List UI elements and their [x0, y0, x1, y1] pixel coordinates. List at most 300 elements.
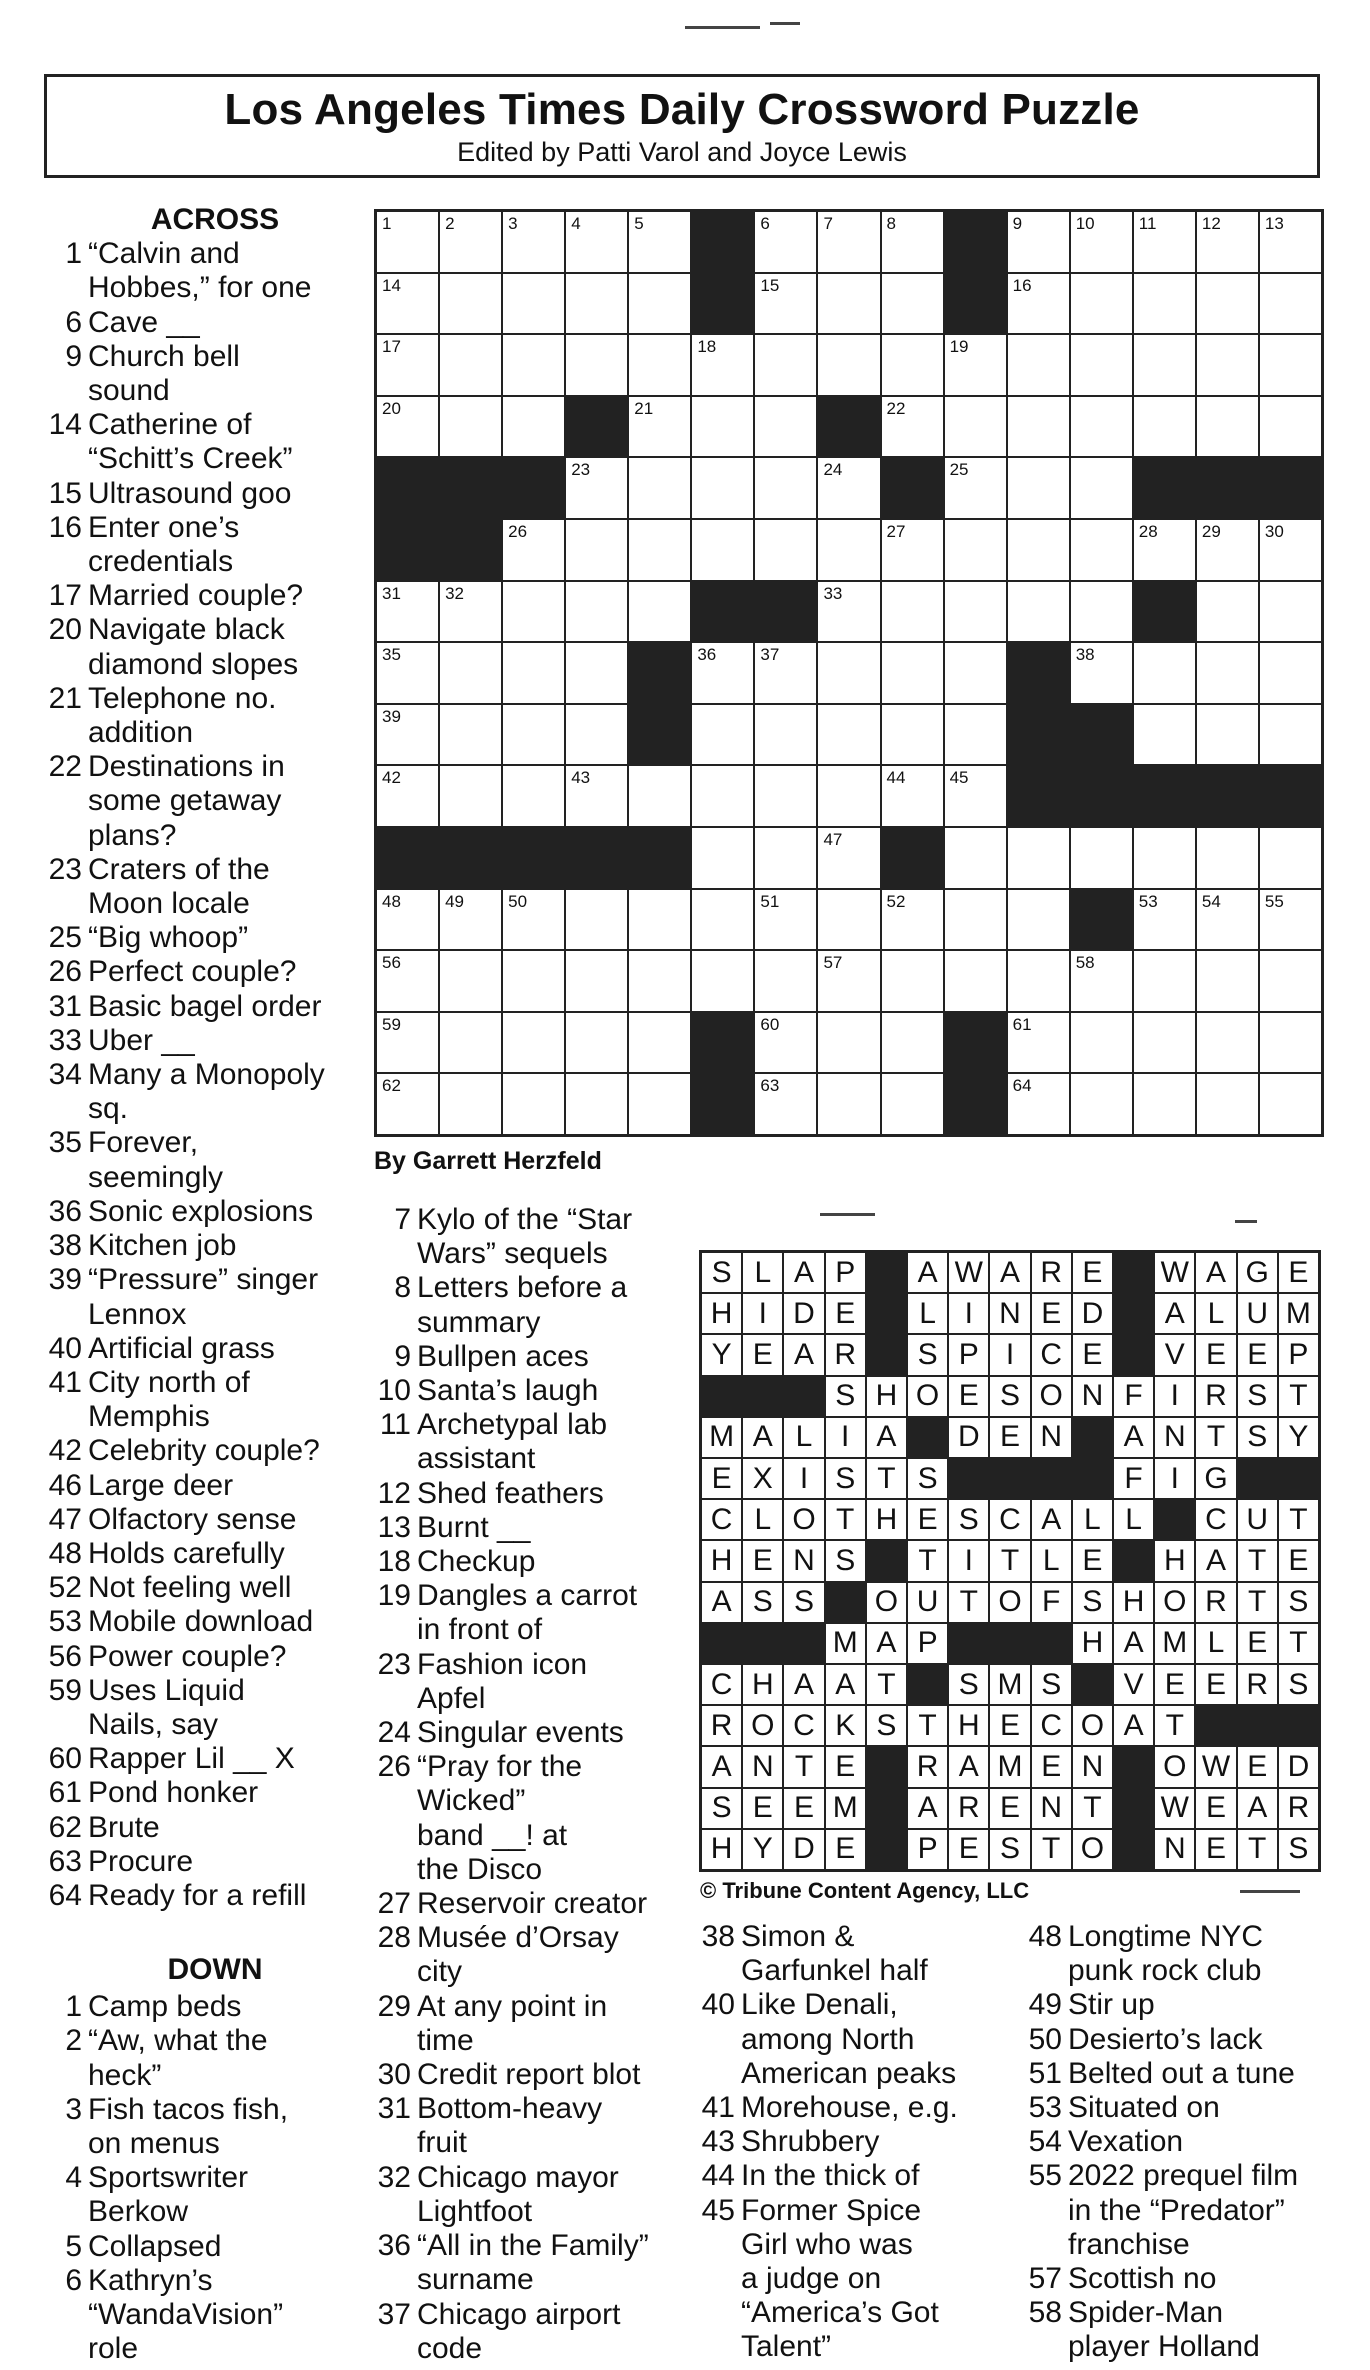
grid-cell[interactable] [882, 766, 943, 826]
grid-cell[interactable] [503, 212, 564, 272]
clue[interactable] [697, 2091, 1017, 2125]
grid-cell[interactable] [818, 951, 879, 1011]
clue[interactable] [44, 340, 364, 408]
grid-cell[interactable] [1071, 643, 1132, 703]
grid-cell[interactable] [566, 643, 627, 703]
grid-cell[interactable] [945, 951, 1006, 1011]
clue-text: “Big whoop” [88, 921, 249, 955]
solution-letter: R [1238, 1665, 1277, 1704]
grid-cell[interactable] [1008, 397, 1069, 457]
grid-cell[interactable] [1071, 212, 1132, 272]
clue[interactable] [44, 408, 364, 476]
grid-cell[interactable] [1197, 520, 1258, 580]
grid-cell[interactable] [566, 951, 627, 1011]
clue[interactable] [697, 1920, 1017, 1988]
grid-cell[interactable] [377, 705, 438, 765]
solution-letter: T [1279, 1500, 1318, 1539]
clue[interactable] [44, 1126, 364, 1194]
clue[interactable] [44, 1024, 364, 1058]
grid-cell[interactable] [755, 643, 816, 703]
clue[interactable] [44, 750, 364, 853]
clue[interactable] [44, 990, 364, 1024]
grid-cell[interactable] [818, 520, 879, 580]
clue[interactable] [44, 511, 364, 579]
grid-cell[interactable] [377, 1074, 438, 1134]
grid-cell[interactable] [377, 335, 438, 395]
cell-number: 32 [445, 583, 464, 603]
grid-cell[interactable] [1008, 890, 1069, 950]
grid-cell[interactable] [629, 520, 690, 580]
grid-cell[interactable] [755, 705, 816, 765]
clue[interactable] [44, 1434, 364, 1468]
grid-cell[interactable] [1134, 274, 1195, 334]
grid-cell[interactable] [440, 766, 501, 826]
clue[interactable] [44, 2264, 364, 2367]
grid-cell[interactable] [755, 274, 816, 334]
grid-cell[interactable] [882, 705, 943, 765]
grid-cell[interactable] [566, 1013, 627, 1073]
grid-cell[interactable] [503, 1074, 564, 1134]
grid-cell[interactable] [692, 458, 753, 518]
grid-cell[interactable] [1071, 1074, 1132, 1134]
grid-cell[interactable] [882, 951, 943, 1011]
grid-cell[interactable] [1260, 1013, 1321, 1073]
grid-cell[interactable] [945, 890, 1006, 950]
grid-cell[interactable] [818, 705, 879, 765]
grid-cell[interactable] [882, 1074, 943, 1134]
grid-block [1008, 643, 1069, 703]
grid-cell[interactable] [882, 643, 943, 703]
clue[interactable] [44, 1537, 364, 1571]
clue[interactable] [373, 1545, 693, 1579]
clue-number: 49 [1028, 1988, 1062, 2022]
grid-cell[interactable] [692, 335, 753, 395]
clue[interactable] [1024, 2296, 1344, 2364]
grid-cell[interactable] [566, 335, 627, 395]
grid-cell[interactable] [566, 890, 627, 950]
clue[interactable] [1024, 2159, 1344, 2262]
grid-cell[interactable] [1197, 397, 1258, 457]
grid-cell[interactable] [1008, 951, 1069, 1011]
clue[interactable] [44, 306, 364, 340]
clue[interactable] [44, 477, 364, 511]
grid-cell[interactable] [692, 705, 753, 765]
grid-cell[interactable] [1134, 212, 1195, 272]
grid-cell[interactable] [818, 335, 879, 395]
solution-letter: S [1238, 1377, 1277, 1416]
grid-cell[interactable] [1260, 520, 1321, 580]
grid-cell[interactable] [1134, 705, 1195, 765]
grid-cell[interactable] [1197, 274, 1258, 334]
grid-cell[interactable] [1008, 1013, 1069, 1073]
clue[interactable] [44, 2024, 364, 2092]
grid-cell[interactable] [1071, 582, 1132, 642]
grid-cell[interactable] [440, 212, 501, 272]
clue[interactable] [44, 1811, 364, 1845]
grid-cell[interactable] [945, 766, 1006, 826]
clue[interactable] [44, 682, 364, 750]
grid-cell[interactable] [1071, 397, 1132, 457]
grid-cell[interactable] [440, 274, 501, 334]
grid-cell[interactable] [692, 397, 753, 457]
grid-cell[interactable] [1260, 705, 1321, 765]
grid-cell[interactable] [755, 458, 816, 518]
grid-cell[interactable] [882, 335, 943, 395]
grid-cell[interactable] [818, 582, 879, 642]
grid-cell[interactable] [440, 705, 501, 765]
grid-cell[interactable] [629, 890, 690, 950]
clue[interactable] [373, 1921, 693, 1989]
clue[interactable] [1024, 2057, 1344, 2091]
clue[interactable] [373, 1203, 693, 1271]
grid-cell[interactable] [629, 1074, 690, 1134]
grid-cell[interactable] [566, 582, 627, 642]
clue[interactable] [1024, 2125, 1344, 2159]
grid-cell[interactable] [566, 1074, 627, 1134]
clue[interactable] [697, 2125, 1017, 2159]
solution-letter: E [1279, 1253, 1318, 1292]
grid-cell[interactable] [692, 890, 753, 950]
clue[interactable] [44, 1742, 364, 1776]
solution-letter: N [1073, 1747, 1112, 1786]
grid-cell[interactable] [755, 890, 816, 950]
clue[interactable] [373, 1408, 693, 1476]
grid-cell[interactable] [503, 397, 564, 457]
clue[interactable] [44, 1195, 364, 1229]
clue[interactable] [44, 853, 364, 921]
clue[interactable] [373, 2298, 693, 2366]
clue-text: “Calvin and [88, 237, 240, 271]
grid-cell[interactable] [882, 1013, 943, 1073]
solution-letter: U [1238, 1294, 1277, 1333]
grid-cell[interactable] [440, 582, 501, 642]
grid-cell[interactable] [1071, 1013, 1132, 1073]
grid-cell[interactable] [377, 212, 438, 272]
clue-number: 36 [48, 1194, 82, 1228]
grid-cell[interactable] [1197, 212, 1258, 272]
grid-cell[interactable] [945, 582, 1006, 642]
grid-cell[interactable] [692, 828, 753, 888]
cell-number: 53 [1138, 891, 1158, 911]
clue[interactable] [373, 1579, 693, 1647]
grid-cell[interactable] [755, 335, 816, 395]
grid-cell[interactable] [1134, 828, 1195, 888]
grid-cell[interactable] [629, 212, 690, 272]
clue[interactable] [373, 1271, 693, 1339]
clue[interactable] [44, 1776, 364, 1810]
grid-cell[interactable] [566, 212, 627, 272]
cell-number: 29 [1201, 521, 1221, 541]
grid-cell[interactable] [440, 890, 501, 950]
grid-cell[interactable] [377, 890, 438, 950]
grid-cell[interactable] [629, 397, 690, 457]
grid-cell[interactable] [818, 458, 879, 518]
grid-cell[interactable] [882, 274, 943, 334]
clue[interactable] [1024, 2091, 1344, 2125]
grid-cell[interactable] [818, 1074, 879, 1134]
clue[interactable] [44, 1640, 364, 1674]
clue[interactable] [44, 955, 364, 989]
clue[interactable] [373, 1648, 693, 1716]
grid-cell[interactable] [566, 274, 627, 334]
grid-cell[interactable] [1197, 335, 1258, 395]
grid-cell[interactable] [629, 582, 690, 642]
grid-cell[interactable] [1197, 643, 1258, 703]
grid-cell[interactable] [882, 520, 943, 580]
grid-cell[interactable] [1260, 643, 1321, 703]
clue[interactable] [373, 1340, 693, 1374]
grid-cell[interactable] [1260, 212, 1321, 272]
clue[interactable] [1024, 1988, 1344, 2022]
grid-cell[interactable] [440, 1013, 501, 1073]
grid-cell[interactable] [440, 1074, 501, 1134]
clue[interactable] [44, 1469, 364, 1503]
grid-cell[interactable] [566, 520, 627, 580]
clue[interactable] [373, 1990, 693, 2058]
clue-number: 2 [65, 2024, 82, 2058]
grid-cell[interactable] [629, 951, 690, 1011]
grid-cell[interactable] [1260, 582, 1321, 642]
grid-cell[interactable] [1260, 397, 1321, 457]
clue[interactable] [1024, 2023, 1344, 2057]
grid-cell[interactable] [1260, 951, 1321, 1011]
clue[interactable] [44, 1366, 364, 1434]
grid-cell[interactable] [1197, 1074, 1258, 1134]
grid-cell[interactable] [755, 1074, 816, 1134]
grid-cell[interactable] [945, 458, 1006, 518]
grid-cell[interactable] [377, 643, 438, 703]
clue[interactable] [44, 1571, 364, 1605]
grid-cell[interactable] [1008, 828, 1069, 888]
clue[interactable] [44, 1605, 364, 1639]
clue-number: 31 [377, 2092, 411, 2126]
grid-cell[interactable] [1134, 1074, 1195, 1134]
grid-cell[interactable] [1008, 1074, 1069, 1134]
grid-cell[interactable] [440, 335, 501, 395]
grid-cell[interactable] [503, 274, 564, 334]
clue[interactable] [1024, 1920, 1344, 1988]
grid-cell[interactable] [755, 951, 816, 1011]
grid-block [1008, 766, 1069, 826]
cell-number: 23 [571, 460, 591, 480]
clue-text: Catherine of [88, 408, 252, 442]
grid-cell[interactable] [755, 397, 816, 457]
grid-cell[interactable] [882, 212, 943, 272]
clue[interactable] [373, 1716, 693, 1750]
clue[interactable] [44, 1990, 364, 2024]
grid-cell[interactable] [503, 951, 564, 1011]
grid-cell[interactable] [1008, 458, 1069, 518]
grid-cell[interactable] [755, 212, 816, 272]
grid-cell[interactable] [1260, 890, 1321, 950]
solution-letter: A [743, 1418, 782, 1457]
grid-cell[interactable] [503, 582, 564, 642]
clue[interactable] [697, 1988, 1017, 2091]
grid-cell[interactable] [818, 274, 879, 334]
clue[interactable] [373, 1750, 693, 1887]
clue[interactable] [373, 2229, 693, 2297]
grid-cell[interactable] [818, 828, 879, 888]
grid-cell[interactable] [1260, 828, 1321, 888]
clue[interactable] [44, 237, 364, 305]
clue[interactable] [44, 1879, 364, 1913]
grid-cell[interactable] [1134, 397, 1195, 457]
grid-cell[interactable] [1008, 520, 1069, 580]
grid-cell[interactable] [440, 951, 501, 1011]
grid-cell[interactable] [945, 335, 1006, 395]
clue[interactable] [373, 1477, 693, 1511]
grid-cell[interactable] [1134, 335, 1195, 395]
grid-cell[interactable] [1134, 890, 1195, 950]
grid-cell[interactable] [1197, 1013, 1258, 1073]
grid-cell[interactable] [503, 1013, 564, 1073]
grid-cell[interactable] [1197, 582, 1258, 642]
grid-cell[interactable] [503, 766, 564, 826]
grid-cell[interactable] [1008, 274, 1069, 334]
grid-cell[interactable] [629, 458, 690, 518]
grid-cell[interactable] [818, 766, 879, 826]
solution-letter: T [1238, 1830, 1277, 1869]
clue[interactable] [697, 2159, 1017, 2193]
clue[interactable] [44, 579, 364, 613]
clue[interactable] [44, 1229, 364, 1263]
clue[interactable] [44, 1332, 364, 1366]
grid-cell[interactable] [1260, 1074, 1321, 1134]
grid-cell[interactable] [1134, 520, 1195, 580]
clue[interactable] [373, 1887, 693, 1921]
grid-cell[interactable] [629, 1013, 690, 1073]
clue[interactable] [44, 2093, 364, 2161]
clue[interactable] [44, 2230, 364, 2264]
clue[interactable] [1024, 2262, 1344, 2296]
grid-cell[interactable] [1071, 951, 1132, 1011]
grid-cell[interactable] [503, 520, 564, 580]
grid-cell[interactable] [755, 828, 816, 888]
grid-cell[interactable] [1071, 335, 1132, 395]
clue[interactable] [373, 1511, 693, 1545]
grid-block [377, 458, 438, 518]
grid-cell[interactable] [755, 1013, 816, 1073]
grid-cell[interactable] [377, 274, 438, 334]
grid-cell[interactable] [1008, 212, 1069, 272]
grid-cell[interactable] [629, 766, 690, 826]
grid-cell[interactable] [566, 705, 627, 765]
clue[interactable] [373, 2092, 693, 2160]
solution-letter: S [908, 1335, 947, 1374]
grid-cell[interactable] [882, 397, 943, 457]
grid-cell[interactable] [1197, 951, 1258, 1011]
clue[interactable] [44, 1058, 364, 1126]
grid-cell[interactable] [818, 1013, 879, 1073]
clue[interactable] [44, 613, 364, 681]
grid-block [629, 828, 690, 888]
grid-cell[interactable] [692, 951, 753, 1011]
grid-cell[interactable] [818, 890, 879, 950]
down-clues-col1 [44, 1953, 364, 2366]
crossword-grid[interactable] [374, 209, 1324, 1137]
grid-cell[interactable] [1260, 274, 1321, 334]
grid-cell[interactable] [882, 890, 943, 950]
grid-cell[interactable] [818, 212, 879, 272]
grid-cell[interactable] [945, 828, 1006, 888]
grid-cell[interactable] [945, 643, 1006, 703]
grid-block [566, 397, 627, 457]
grid-cell[interactable] [1134, 951, 1195, 1011]
solution-block [1238, 1459, 1277, 1498]
grid-cell[interactable] [755, 520, 816, 580]
grid-cell[interactable] [1008, 582, 1069, 642]
clue[interactable] [44, 1674, 364, 1742]
clue-text: Dangles a carrot [417, 1579, 638, 1613]
grid-cell[interactable] [503, 335, 564, 395]
clue-text: band __! at [417, 1818, 568, 1852]
grid-cell[interactable] [440, 397, 501, 457]
grid-cell[interactable] [1134, 1013, 1195, 1073]
grid-cell[interactable] [377, 397, 438, 457]
clue-text: Shed feathers [417, 1476, 604, 1510]
grid-cell[interactable] [1197, 705, 1258, 765]
clue[interactable] [44, 1263, 364, 1331]
clue[interactable] [44, 2161, 364, 2229]
grid-cell[interactable] [692, 766, 753, 826]
grid-cell[interactable] [1197, 890, 1258, 950]
grid-cell[interactable] [945, 397, 1006, 457]
grid-cell[interactable] [945, 705, 1006, 765]
clue-number: 17 [48, 579, 82, 613]
clue-number: 42 [48, 1434, 82, 1468]
grid-cell[interactable] [755, 766, 816, 826]
clue[interactable] [44, 1503, 364, 1537]
grid-cell[interactable] [503, 705, 564, 765]
grid-cell[interactable] [377, 951, 438, 1011]
solution-letter: M [826, 1789, 865, 1828]
clue[interactable] [373, 2058, 693, 2092]
clue[interactable] [373, 2161, 693, 2229]
grid-cell[interactable] [1134, 643, 1195, 703]
grid-cell[interactable] [882, 582, 943, 642]
grid-cell[interactable] [629, 335, 690, 395]
grid-cell[interactable] [629, 274, 690, 334]
grid-cell[interactable] [377, 766, 438, 826]
grid-cell[interactable] [1071, 828, 1132, 888]
grid-cell[interactable] [692, 520, 753, 580]
clue[interactable] [697, 2194, 1017, 2365]
grid-cell[interactable] [377, 1013, 438, 1073]
grid-cell[interactable] [503, 890, 564, 950]
clue-text: Letters before a [417, 1271, 628, 1305]
grid-cell[interactable] [1008, 335, 1069, 395]
grid-cell[interactable] [692, 643, 753, 703]
clue-number: 47 [48, 1502, 82, 1536]
grid-cell[interactable] [818, 643, 879, 703]
grid-cell[interactable] [1197, 828, 1258, 888]
clue[interactable] [373, 1374, 693, 1408]
grid-cell[interactable] [1071, 274, 1132, 334]
grid-cell[interactable] [503, 643, 564, 703]
cell-number: 39 [382, 706, 401, 726]
grid-cell[interactable] [566, 458, 627, 518]
clue[interactable] [44, 921, 364, 955]
clue[interactable] [44, 1845, 364, 1879]
grid-cell[interactable] [1260, 335, 1321, 395]
solution-letter: N [743, 1747, 782, 1786]
grid-cell[interactable] [377, 582, 438, 642]
grid-cell[interactable] [440, 643, 501, 703]
grid-cell[interactable] [945, 520, 1006, 580]
grid-cell[interactable] [1071, 458, 1132, 518]
grid-cell[interactable] [566, 766, 627, 826]
grid-cell[interactable] [1071, 520, 1132, 580]
